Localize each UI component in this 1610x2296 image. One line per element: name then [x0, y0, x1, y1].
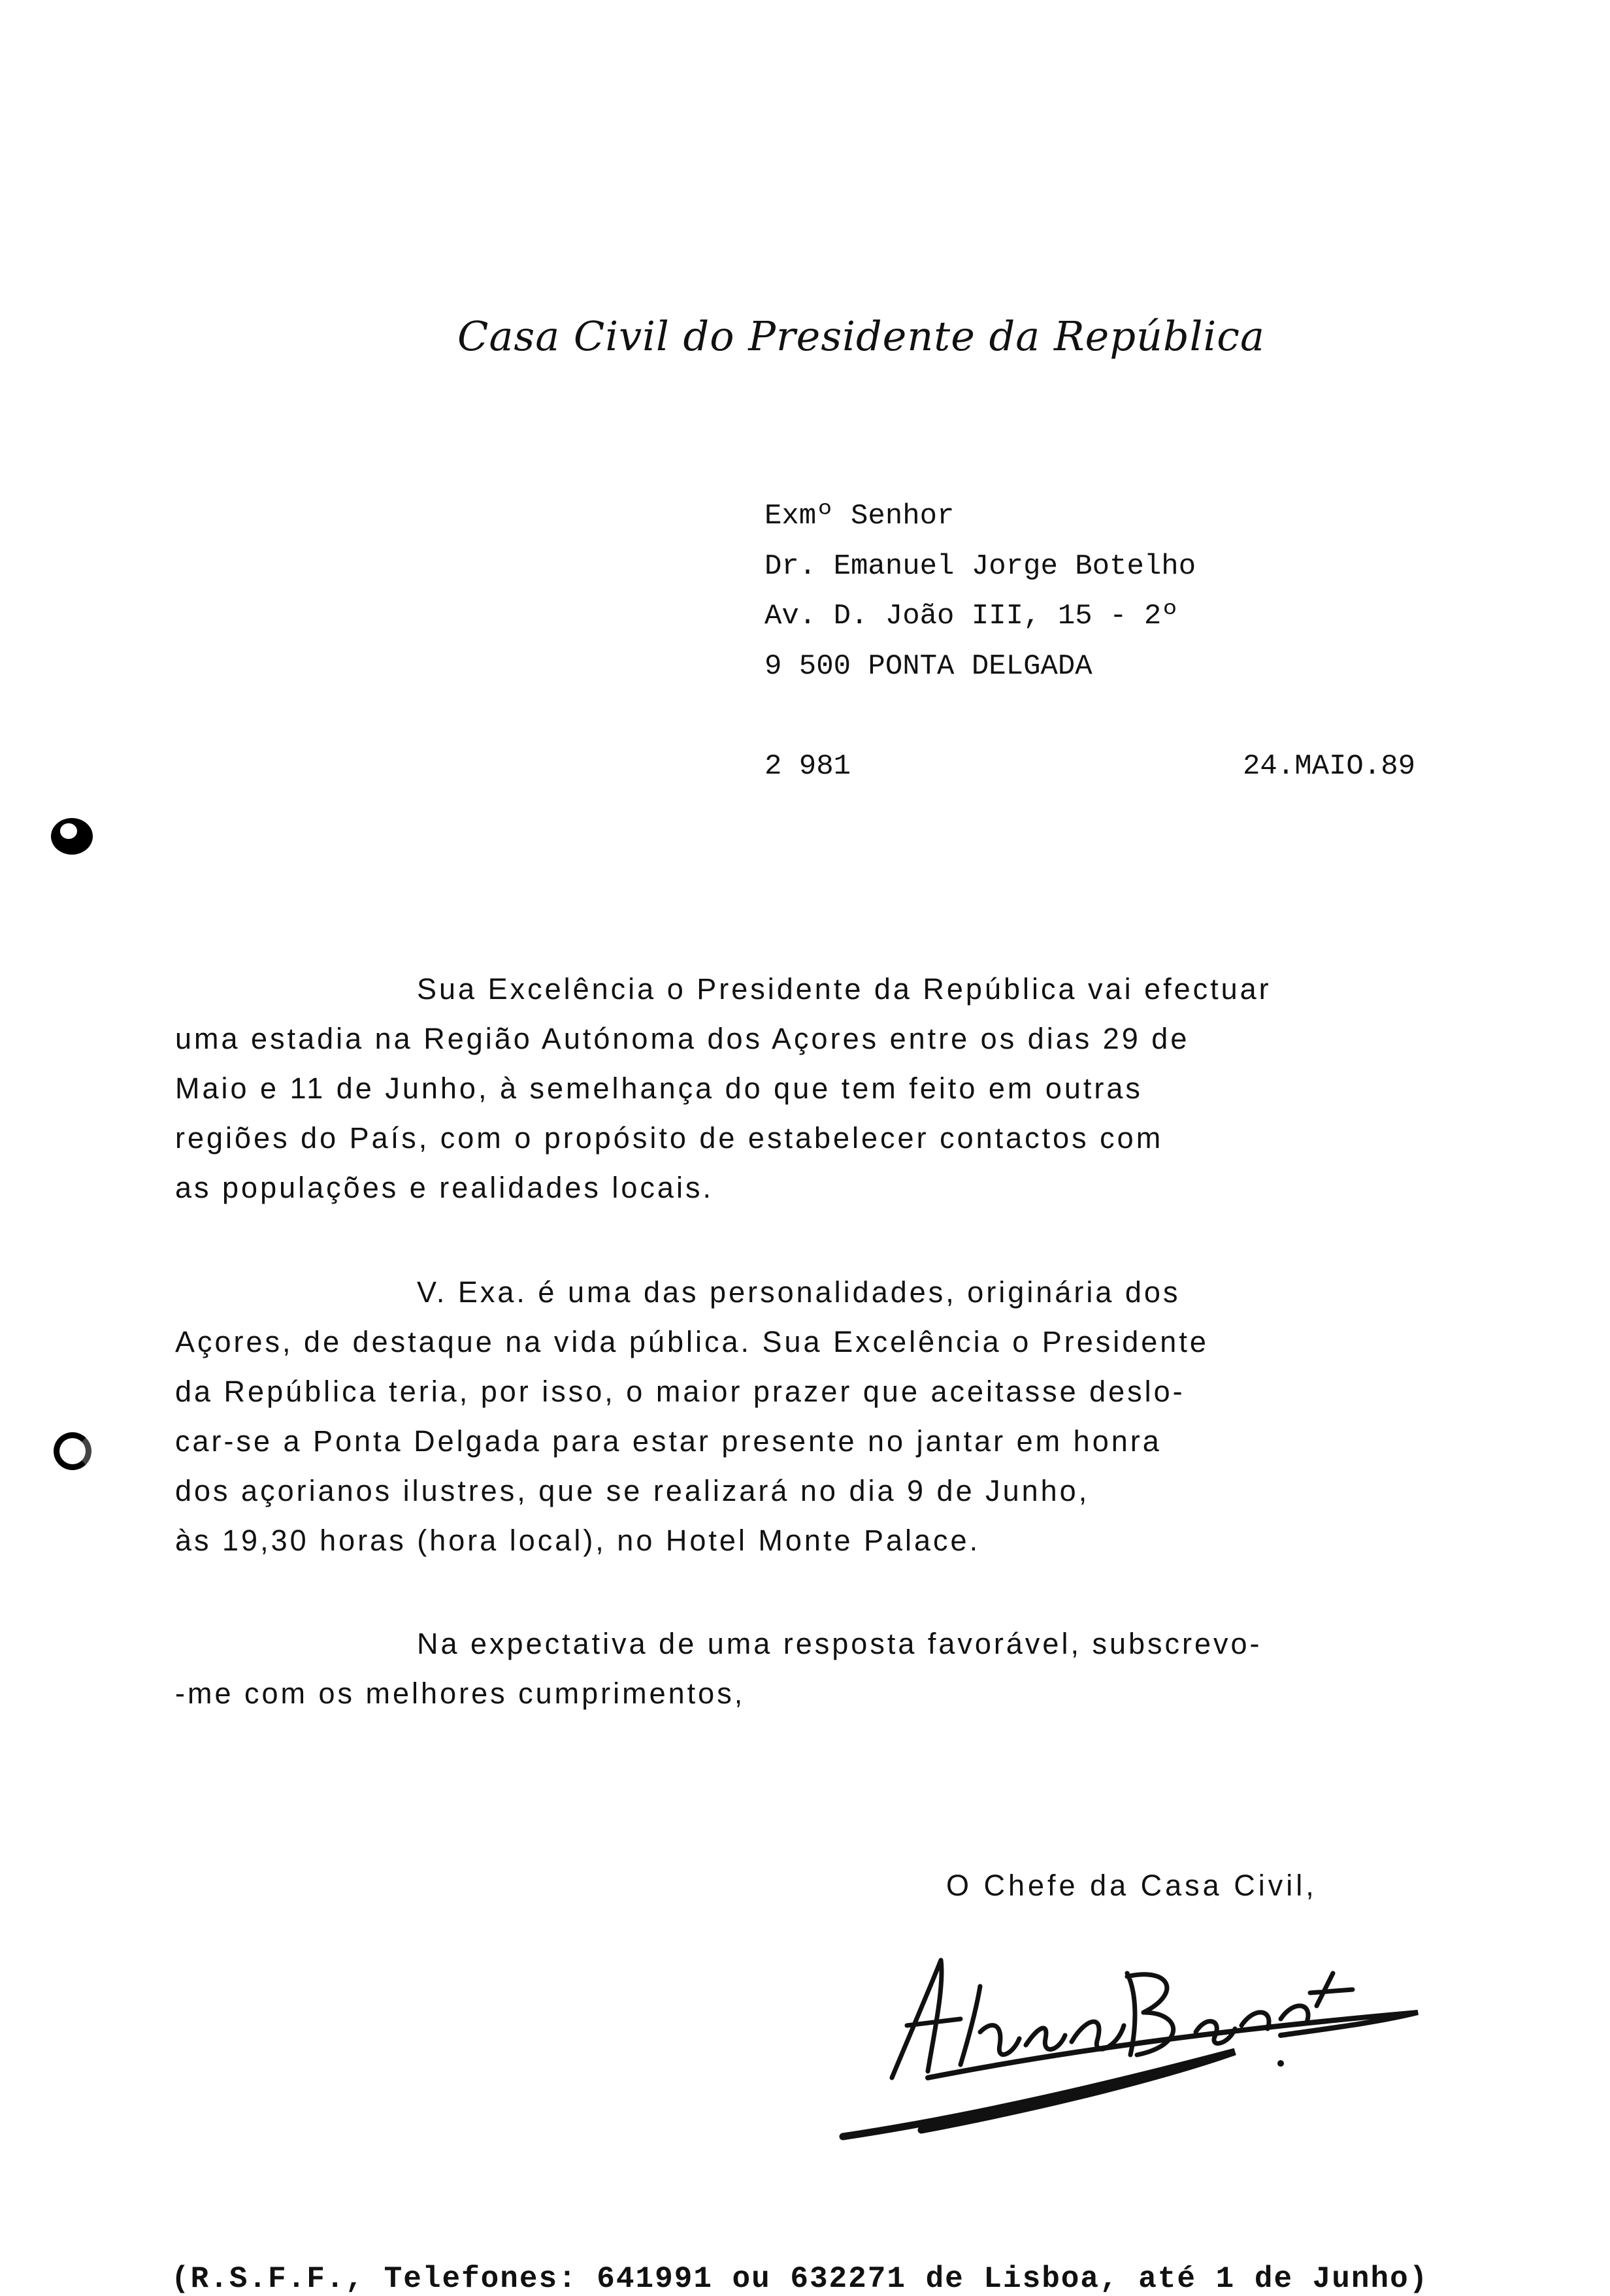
recipient-salutation: Exmº Senhor — [764, 500, 955, 533]
letter-date: 24.MAIO.89 — [1243, 750, 1416, 783]
paragraph-1-line: Sua Excelência o Presidente da República vai efectuar — [417, 972, 1272, 1006]
reference-number: 2 981 — [764, 750, 851, 783]
recipient-city: 9 500 PONTA DELGADA — [764, 650, 1092, 683]
paragraph-2-line: da República teria, por isso, o maior prazer que aceitasse deslo- — [175, 1375, 1185, 1408]
paragraph-2-line: Açores, de destaque na vida pública. Sua Excelência o Presidente — [175, 1325, 1209, 1358]
paragraph-1-line: Maio e 11 de Junho, à semelhança do que tem feito em outras — [175, 1072, 1143, 1105]
paragraph-1-line: as populações e realidades locais. — [175, 1171, 714, 1204]
paragraph-3-line: Na expectativa de uma resposta favorável, subscrevo- — [417, 1627, 1262, 1660]
signature-image — [830, 1914, 1431, 2150]
paragraph-3-line: -me com os melhores cumprimentos, — [175, 1677, 746, 1710]
footer-note: (R.S.F.F., Telefones: 641991 ou 632271 de Lisboa, até 1 de Junho) — [171, 2262, 1429, 2296]
paragraph-2-line: dos açorianos ilustres, que se realizará no dia 9 de Junho, — [175, 1474, 1090, 1507]
paragraph-2-line: às 19,30 horas (hora local), no Hotel Monte Palace. — [175, 1524, 981, 1557]
recipient-street: Av. D. João III, 15 - 2º — [764, 600, 1179, 632]
signature-label: O Chefe da Casa Civil, — [946, 1869, 1317, 1902]
paragraph-2-line: car-se a Ponta Delgada para estar presente no jantar em honra — [175, 1424, 1162, 1458]
recipient-name: Dr. Emanuel Jorge Botelho — [764, 550, 1196, 583]
paragraph-3 — [175, 1619, 1469, 1718]
punch-hole-top — [51, 818, 93, 855]
paragraph-2 — [175, 1268, 1469, 1566]
paragraph-2-line: V. Exa. é uma das personalidades, originária dos — [417, 1275, 1181, 1309]
paragraph-1-line: regiões do País, com o propósito de estabelecer contactos com — [175, 1121, 1164, 1155]
paragraph-1-line: uma estadia na Região Autónoma dos Açores entre os dias 29 de — [175, 1022, 1190, 1055]
letterhead: Casa Civil do Presidente da República — [457, 312, 1265, 360]
punch-hole-bottom — [54, 1432, 91, 1470]
paragraph-1 — [175, 964, 1469, 1213]
